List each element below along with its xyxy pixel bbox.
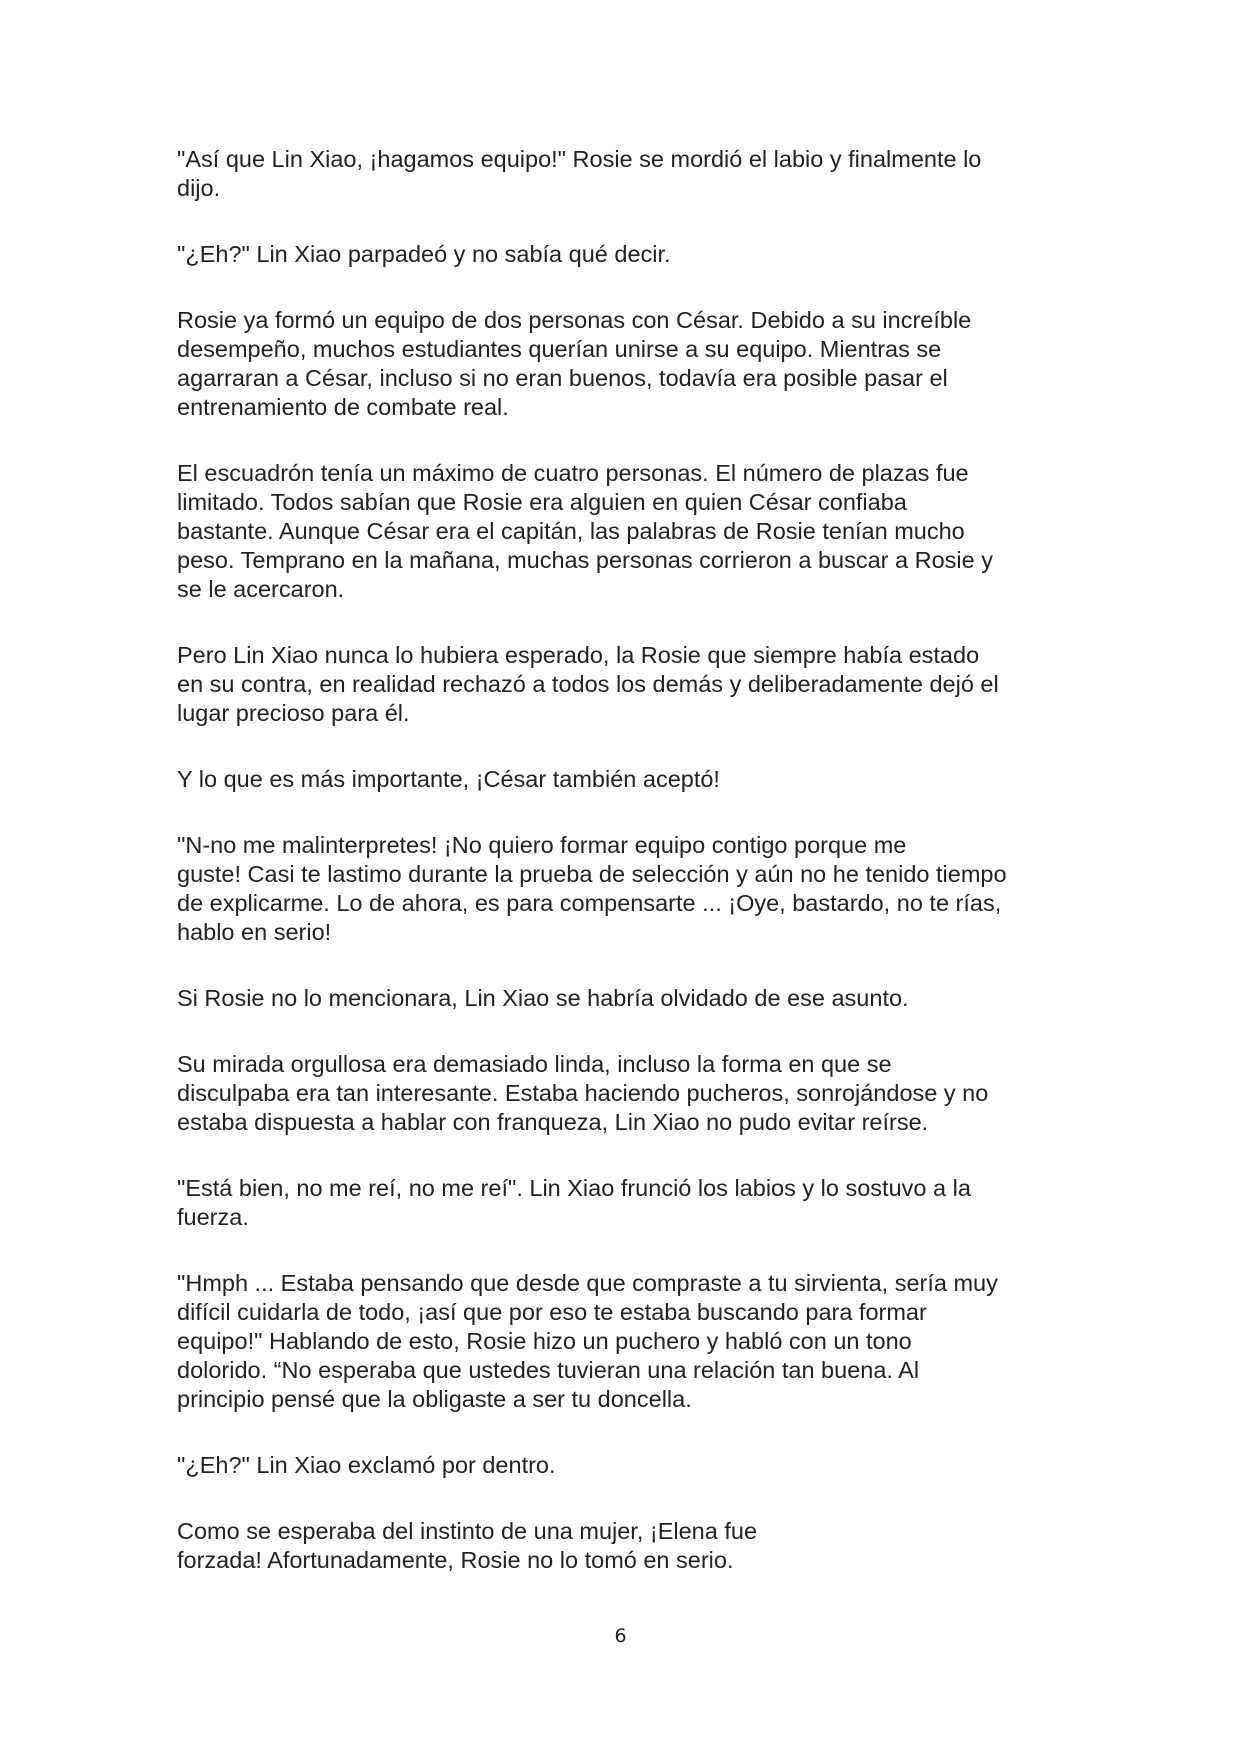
paragraph: "Hmph ... Estaba pensando que desde que compraste a tu sirvienta, sería muy difícil cuidarla de todo, ¡así que por eso te estaba buscando para formar equipo!" Hablando de esto, Rosie hizo un puchero y habló con un tono dolorido. “No esperaba que ustedes tuvieran una relación tan buena. Al principio pensé que la obligaste a ser tu doncella. (177, 1270, 998, 1412)
paragraph: Rosie ya formó un equipo de dos personas con César. Debido a su increíble desempeño, muchos estudiantes querían unirse a su equipo. Mientras se agarraran a César, incluso si no eran buenos, todavía era posible pasar el entrenamiento de combate real. (177, 307, 972, 420)
paragraph: "Así que Lin Xiao, ¡hagamos equipo!" Rosie se mordió el labio y finalmente lo dijo. (177, 146, 982, 201)
paragraph: Si Rosie no lo mencionara, Lin Xiao se habría olvidado de ese asunto. (177, 985, 909, 1011)
text-body (177, 145, 1067, 1612)
paragraph: Pero Lin Xiao nunca lo hubiera esperado, la Rosie que siempre había estado en su contra, en realidad rechazó a todos los demás y deliberadamente dejó el lugar precioso para él. (177, 642, 999, 726)
paragraph: Como se esperaba del instinto de una mujer, ¡Elena fue forzada! Afortunadamente, Rosie no lo tomó en serio. (177, 1518, 758, 1573)
paragraph: Y lo que es más importante, ¡César también aceptó! (177, 766, 720, 792)
paragraph: "¿Eh?" Lin Xiao parpadeó y no sabía qué decir. (177, 241, 671, 267)
paragraph: El escuadrón tenía un máximo de cuatro personas. El número de plazas fue limitado. Todos sabían que Rosie era alguien en quien César confiaba bastante. Aunque César era el capitán, las palabras de Rosie tenían mucho peso. Temprano en la mañana, muchas personas corrieron a buscar a Rosie y se le acercaron. (177, 460, 993, 602)
paragraph: "N-no me malinterpretes! ¡No quiero formar equipo contigo porque me guste! Casi te lastimo durante la prueba de selección y aún no he tenido tiempo de explicarme. Lo de ahora, es para compensarte ... ¡Oye, bastardo, no te rías, hablo en serio! (177, 832, 1007, 945)
page-number: 6 (614, 1625, 627, 1647)
paragraph: Su mirada orgullosa era demasiado linda, incluso la forma en que se disculpaba era tan interesante. Estaba haciendo pucheros, sonrojándose y no estaba dispuesta a hablar con franqueza, Lin Xiao no pudo evitar reírse. (177, 1051, 989, 1135)
paragraph: "Está bien, no me reí, no me reí". Lin Xiao frunció los labios y lo sostuvo a la fuerza. (177, 1175, 971, 1230)
paragraph: "¿Eh?" Lin Xiao exclamó por dentro. (177, 1452, 556, 1478)
